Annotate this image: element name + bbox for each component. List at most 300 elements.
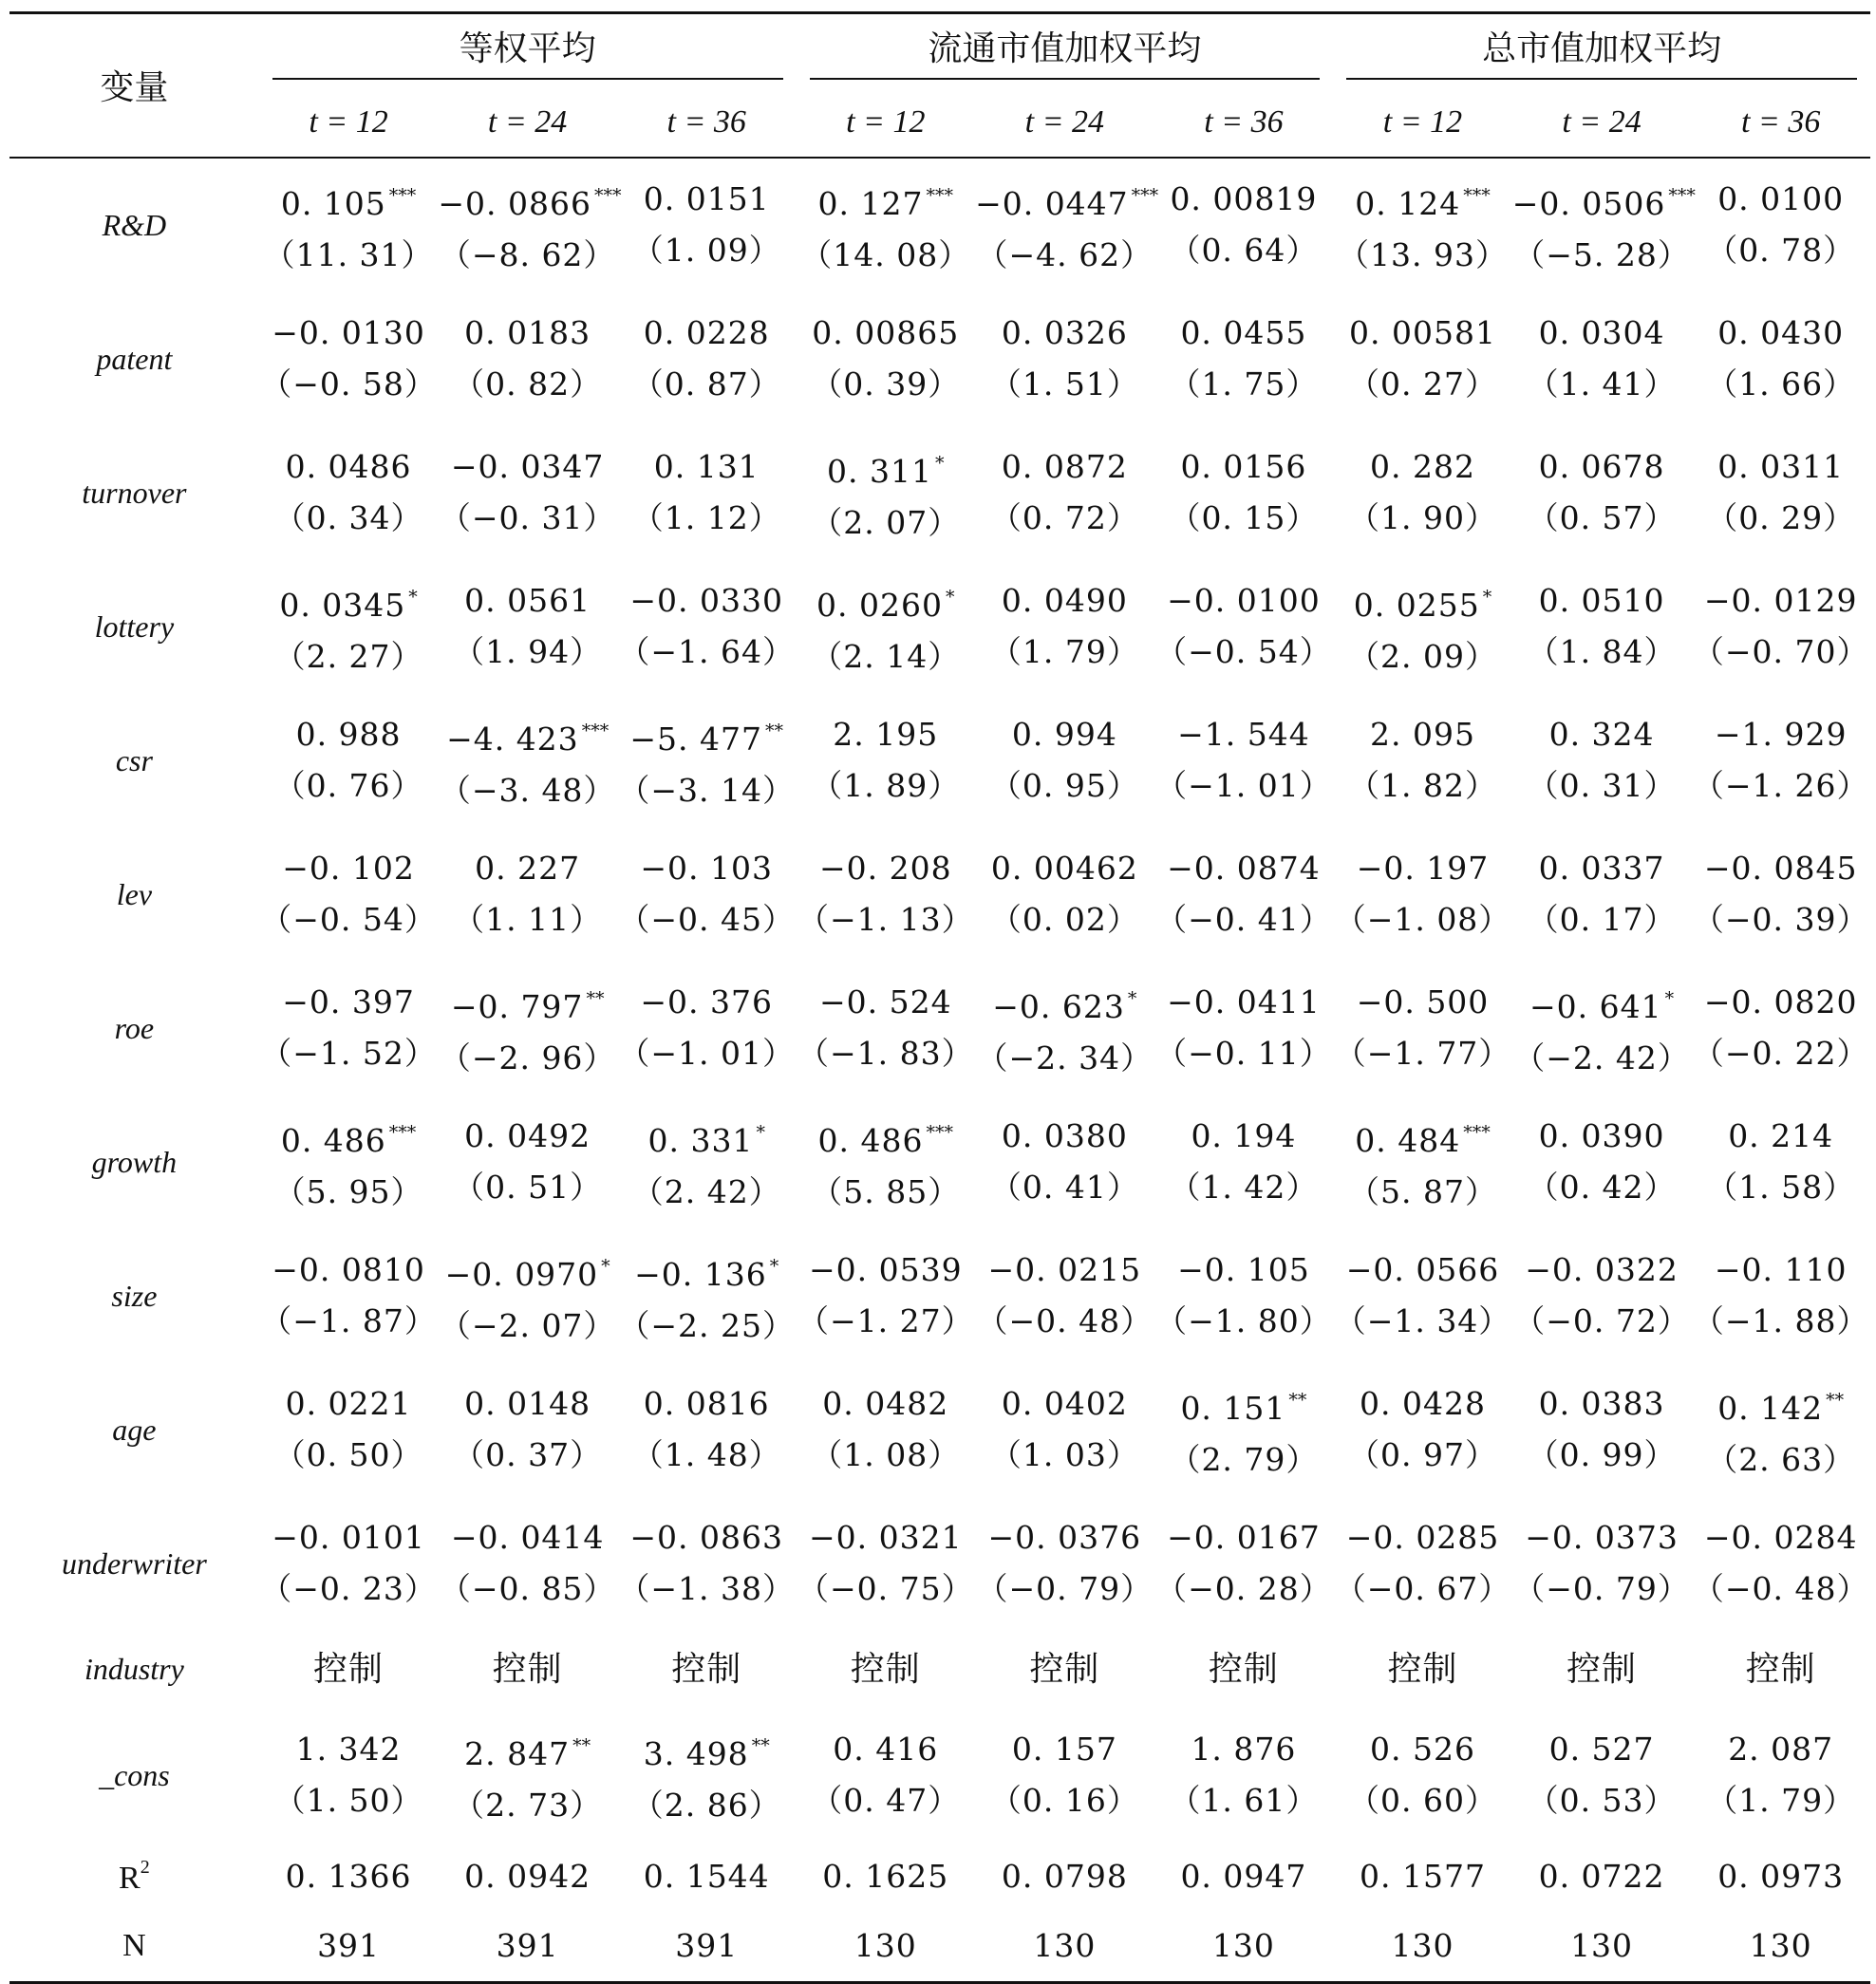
coefficient-value: 0. 0304: [1538, 314, 1665, 351]
t-statistic: （2. 63）: [1706, 1440, 1856, 1478]
coefficient-cell: [797, 694, 976, 828]
coefficient-value: 0. 0228: [643, 314, 770, 351]
coefficient-cell: [1512, 560, 1692, 694]
coefficient-cell: [975, 1229, 1154, 1363]
observation-count: 130: [1391, 1926, 1454, 1964]
t-statistic: （1. 11）: [453, 901, 603, 938]
coefficient-cell: [1333, 560, 1512, 694]
coefficient-value: −0. 0506: [1511, 184, 1666, 222]
coefficient-value: 0. 194: [1191, 1117, 1297, 1154]
significance-stars: **: [1288, 1389, 1307, 1411]
coefficient-value: −1. 544: [1177, 716, 1310, 753]
variable-name: R&D: [102, 207, 167, 242]
coefficient-value: 0. 527: [1548, 1731, 1655, 1768]
coefficient-value: −0. 524: [818, 983, 952, 1020]
r-squared-value: 0. 1366: [285, 1857, 412, 1895]
coefficient-cell: [438, 426, 617, 560]
coefficient-value: 0. 0183: [464, 314, 591, 351]
coefficient-cell: [1512, 694, 1692, 828]
t-statistic: （−1. 87）: [260, 1302, 437, 1339]
coefficient-value: 0. 0326: [1001, 314, 1128, 351]
observation-count: 391: [675, 1926, 739, 1964]
coefficient-value: 0. 0390: [1538, 1117, 1665, 1154]
t-statistic: （5. 95）: [273, 1172, 423, 1210]
t-statistic: （−0. 58）: [260, 365, 437, 402]
coefficient-value: −0. 797: [450, 987, 584, 1025]
coefficient-value: 0. 994: [1011, 716, 1117, 753]
t-statistic: （0. 27）: [1348, 365, 1497, 402]
period-header-cell: t = 12: [1382, 104, 1463, 140]
coefficient-value: −0. 103: [640, 850, 774, 887]
t-statistic: （0. 02）: [989, 901, 1139, 938]
group-header-float-cap-weight: 流通市值加权平均: [797, 13, 1334, 87]
industry-control-row: [9, 1631, 1870, 1709]
variable-name: underwriter: [61, 1545, 207, 1581]
significance-stars: ***: [1463, 184, 1491, 206]
coefficient-value: −0. 0411: [1167, 983, 1321, 1020]
significance-stars: ***: [581, 720, 610, 741]
coefficient-value: 0. 0311: [1717, 448, 1845, 485]
coefficient-value: −0. 0866: [438, 184, 591, 222]
coefficient-cell: [1154, 694, 1334, 828]
t-statistic: （5. 85）: [811, 1172, 961, 1210]
t-statistic: （1. 58）: [1706, 1169, 1856, 1206]
t-statistic: （2. 07）: [811, 503, 961, 541]
coefficient-cell: [1512, 1709, 1692, 1843]
observation-count: 130: [1749, 1926, 1812, 1964]
observations-row: [9, 1911, 1870, 1983]
coefficient-value: 0. 151: [1180, 1389, 1286, 1427]
table-row: [9, 1229, 1870, 1363]
table-row: [9, 1363, 1870, 1497]
coefficient-value: 0. 0151: [643, 180, 770, 217]
coefficient-value: 0. 142: [1717, 1389, 1824, 1427]
t-statistic: （1. 42）: [1169, 1169, 1319, 1206]
control-indicator: 控制: [313, 1649, 385, 1689]
coefficient-value: 2. 195: [833, 716, 939, 753]
coefficient-cell: [797, 1497, 976, 1631]
t-statistic: （1. 09）: [631, 232, 781, 269]
t-statistic: （1. 82）: [1348, 767, 1497, 804]
coefficient-cell: [438, 292, 617, 426]
t-statistic: （0. 78）: [1706, 232, 1856, 269]
table-row: [9, 1497, 1870, 1631]
coefficient-cell: [438, 1229, 617, 1363]
variable-name: patent: [96, 341, 173, 376]
coefficient-cell: [1691, 426, 1870, 560]
coefficient-cell: [1333, 1497, 1512, 1631]
coefficient-cell: [617, 1229, 797, 1363]
observation-count: 130: [1211, 1926, 1275, 1964]
coefficient-value: 0. 486: [817, 1121, 924, 1159]
coefficient-cell: [975, 962, 1154, 1095]
t-statistic: （−0. 31）: [439, 499, 616, 536]
t-statistic: （−0. 41）: [1155, 901, 1332, 938]
coefficient-value: −0. 0970: [444, 1255, 599, 1293]
t-statistic: （−1. 77）: [1334, 1035, 1511, 1072]
coefficient-cell: [797, 1363, 976, 1497]
coefficient-cell: [1691, 158, 1870, 292]
t-statistic: （0. 53）: [1527, 1782, 1677, 1819]
coefficient-cell: [1154, 560, 1334, 694]
group-header-equal-weight: 等权平均: [259, 13, 797, 87]
period-header-cell: t = 24: [1024, 104, 1105, 140]
control-indicator: 控制: [1208, 1649, 1279, 1689]
coefficient-cell: [617, 426, 797, 560]
coefficient-cell: [259, 1497, 439, 1631]
coefficient-cell: [797, 158, 976, 292]
t-statistic: （−0. 28）: [1155, 1570, 1332, 1607]
r-squared-row: [9, 1843, 1870, 1911]
t-statistic: （−1. 01）: [1155, 767, 1332, 804]
r-squared-value: 0. 0722: [1538, 1857, 1665, 1895]
coefficient-value: −0. 0539: [808, 1251, 963, 1288]
t-statistic: （−0. 72）: [1513, 1302, 1690, 1339]
t-statistic: （13. 93）: [1338, 235, 1508, 273]
coefficient-value: −0. 0284: [1703, 1519, 1858, 1556]
coefficient-cell: [1691, 1497, 1870, 1631]
control-indicator: 控制: [1387, 1649, 1458, 1689]
r-squared-value: 0. 1577: [1360, 1857, 1486, 1895]
t-statistic: （5. 87）: [1348, 1172, 1497, 1210]
coefficient-value: 0. 0156: [1180, 448, 1307, 485]
coefficient-value: 0. 0255: [1353, 586, 1480, 624]
coefficient-cell: [259, 1229, 439, 1363]
coefficient-value: −0. 105: [1177, 1251, 1310, 1288]
coefficient-cell: [1154, 426, 1334, 560]
period-header-cell: t = 36: [1740, 104, 1821, 140]
t-statistic: （1. 79）: [989, 633, 1139, 670]
significance-stars: ***: [926, 184, 954, 206]
control-indicator: 控制: [671, 1649, 742, 1689]
coefficient-cell: [1154, 1709, 1334, 1843]
coefficient-cell: [617, 292, 797, 426]
coefficient-cell: [438, 158, 622, 292]
coefficient-value: 0. 0486: [285, 448, 412, 485]
coefficient-cell: [1691, 292, 1870, 426]
coefficient-value: 0. 0402: [1001, 1385, 1128, 1422]
coefficient-value: 0. 0380: [1001, 1117, 1128, 1154]
t-statistic: （−0. 85）: [439, 1570, 616, 1607]
coefficient-value: 0. 0337: [1538, 850, 1665, 887]
coefficient-cell: [797, 426, 976, 560]
coefficient-value: 0. 0428: [1360, 1385, 1486, 1422]
observation-count: 130: [1033, 1926, 1097, 1964]
coefficient-value: 0. 486: [280, 1121, 386, 1159]
variable-name: _cons: [99, 1757, 170, 1792]
control-indicator: 控制: [1745, 1649, 1816, 1689]
significance-stars: ***: [388, 1121, 417, 1143]
t-statistic: （1. 03）: [989, 1436, 1139, 1473]
t-statistic: （0. 82）: [453, 365, 603, 402]
variable-name: industry: [84, 1652, 184, 1686]
regression-table: [9, 11, 1870, 1984]
coefficient-cell: [797, 560, 976, 694]
t-statistic: （−1. 01）: [618, 1035, 796, 1072]
t-statistic: （0. 57）: [1527, 499, 1677, 536]
t-statistic: （−0. 70）: [1692, 633, 1869, 670]
t-statistic: （2. 86）: [631, 1786, 781, 1824]
coefficient-cell: [1512, 1363, 1692, 1497]
coefficient-value: 0. 00819: [1170, 180, 1318, 217]
coefficient-value: −0. 0129: [1703, 582, 1858, 619]
coefficient-cell: [1691, 694, 1870, 828]
r-squared-value: 0. 0973: [1717, 1857, 1845, 1895]
coefficient-cell: [438, 1095, 617, 1229]
significance-stars: *: [1482, 586, 1492, 608]
control-indicator: 控制: [1566, 1649, 1638, 1689]
t-statistic: （0. 39）: [811, 365, 961, 402]
variable-column-header: 变量: [9, 13, 259, 158]
group-header-row: [9, 13, 1870, 87]
coefficient-value: 0. 0510: [1538, 582, 1665, 619]
observation-count: 130: [854, 1926, 917, 1964]
coefficient-cell: [1691, 1363, 1870, 1497]
t-statistic: （−0. 23）: [260, 1570, 437, 1607]
t-statistic: （2. 09）: [1348, 637, 1497, 675]
t-statistic: （0. 34）: [273, 499, 423, 536]
coefficient-value: 0. 0100: [1717, 180, 1845, 217]
t-statistic: （1. 61）: [1169, 1782, 1319, 1819]
coefficient-cell: [259, 426, 439, 560]
coefficient-cell: [259, 1709, 439, 1843]
t-statistic: （−1. 83）: [797, 1035, 974, 1072]
coefficient-cell: [1691, 962, 1870, 1095]
coefficient-cell: [1154, 962, 1334, 1095]
coefficient-value: −0. 641: [1529, 987, 1662, 1025]
t-statistic: （−0. 45）: [618, 901, 796, 938]
t-statistic: （1. 50）: [273, 1782, 423, 1819]
table-row: [9, 694, 1870, 828]
t-statistic: （1. 89）: [811, 767, 961, 804]
significance-stars: *: [1127, 987, 1137, 1009]
coefficient-cell: [438, 1363, 617, 1497]
t-statistic: （−2. 34）: [976, 1039, 1154, 1076]
coefficient-value: −0. 0376: [987, 1519, 1142, 1556]
t-statistic: （1. 94）: [453, 633, 603, 670]
t-statistic: （−2. 07）: [439, 1306, 616, 1344]
coefficient-value: 0. 0260: [816, 586, 944, 624]
coefficient-value: 0. 416: [833, 1731, 939, 1768]
t-statistic: （0. 47）: [811, 1782, 961, 1819]
significance-stars: **: [572, 1734, 591, 1756]
coefficient-cell: [1333, 426, 1512, 560]
coefficient-cell: [1512, 828, 1692, 962]
coefficient-value: 0. 0482: [822, 1385, 949, 1422]
coefficient-cell: [617, 828, 797, 962]
significance-stars: ***: [1668, 184, 1696, 206]
variable-name: roe: [114, 1010, 155, 1045]
coefficient-value: −0. 0447: [975, 184, 1129, 222]
coefficient-cell: [259, 962, 439, 1095]
significance-stars: **: [1826, 1389, 1845, 1411]
t-statistic: （−3. 14）: [618, 771, 796, 809]
coefficient-cell: [975, 694, 1154, 828]
coefficient-value: −0. 197: [1356, 850, 1490, 887]
coefficient-cell: [975, 1497, 1154, 1631]
t-statistic: （0. 97）: [1348, 1436, 1497, 1473]
r-squared-value: 0. 0798: [1001, 1857, 1128, 1895]
observation-count: 391: [496, 1926, 559, 1964]
coefficient-value: 3. 498: [643, 1734, 749, 1772]
coefficient-value: 2. 095: [1370, 716, 1475, 753]
significance-stars: *: [769, 1255, 779, 1277]
t-statistic: （0. 31）: [1527, 767, 1677, 804]
period-header-cell: t = 12: [846, 104, 926, 140]
period-header-cell: t = 36: [666, 104, 746, 140]
t-statistic: （2. 27）: [273, 637, 423, 675]
t-statistic: （1. 66）: [1706, 365, 1856, 402]
coefficient-cell: [975, 560, 1154, 694]
table-row: [9, 158, 1870, 292]
coefficient-value: −0. 208: [818, 850, 952, 887]
significance-stars: **: [765, 720, 784, 741]
coefficient-cell: [259, 560, 439, 694]
coefficient-value: 0. 331: [647, 1121, 754, 1159]
period-header-cell: t = 36: [1204, 104, 1284, 140]
group-header-total-cap-weight: 总市值加权平均: [1333, 13, 1870, 87]
variable-name: age: [112, 1412, 157, 1447]
coefficient-value: 0. 988: [295, 716, 402, 753]
t-statistic: （−0. 39）: [1692, 901, 1869, 938]
coefficient-value: 1. 342: [295, 1731, 402, 1768]
coefficient-value: −0. 0322: [1525, 1251, 1679, 1288]
coefficient-cell: [1333, 828, 1512, 962]
significance-stars: ***: [388, 184, 417, 206]
coefficient-cell: [797, 1709, 976, 1843]
t-statistic: （−0. 48）: [976, 1302, 1154, 1339]
coefficient-value: 0. 00581: [1349, 314, 1496, 351]
period-header-cell: t = 24: [487, 104, 568, 140]
coefficient-cell: [1512, 426, 1692, 560]
coefficient-value: −0. 136: [634, 1255, 767, 1293]
coefficient-value: 0. 157: [1011, 1731, 1117, 1768]
coefficient-cell: [1691, 828, 1870, 962]
coefficient-cell: [797, 1229, 976, 1363]
coefficient-value: 0. 127: [817, 184, 924, 222]
coefficient-value: 0. 0430: [1717, 314, 1845, 351]
table-row: [9, 426, 1870, 560]
coefficient-cell: [1154, 292, 1334, 426]
control-indicator: 控制: [492, 1649, 563, 1689]
variable-name: N: [122, 1927, 146, 1963]
t-statistic: （1. 08）: [811, 1436, 961, 1473]
table-row: [9, 828, 1870, 962]
coefficient-cell: [617, 962, 797, 1095]
significance-stars: *: [601, 1255, 610, 1277]
coefficient-value: −4. 423: [446, 720, 579, 758]
coefficient-cell: [1333, 1709, 1512, 1843]
coefficient-value: 1. 876: [1191, 1731, 1297, 1768]
coefficient-cell: [1154, 828, 1334, 962]
constant-row: [9, 1709, 1870, 1843]
table-row: [9, 292, 1870, 426]
t-statistic: （−0. 79）: [976, 1570, 1154, 1607]
coefficient-value: −0. 397: [282, 983, 415, 1020]
t-statistic: （−1. 34）: [1334, 1302, 1511, 1339]
coefficient-cell: [975, 1363, 1154, 1497]
coefficient-value: −0. 0810: [272, 1251, 425, 1288]
coefficient-cell: [1154, 1363, 1334, 1497]
coefficient-cell: [259, 292, 439, 426]
coefficient-value: −0. 376: [640, 983, 774, 1020]
coefficient-cell: [1691, 560, 1870, 694]
coefficient-value: 0. 00462: [990, 850, 1138, 887]
coefficient-value: −0. 0330: [629, 582, 783, 619]
t-statistic: （0. 99）: [1527, 1436, 1677, 1473]
variable-name: size: [111, 1278, 158, 1313]
coefficient-value: −0. 0566: [1345, 1251, 1500, 1288]
coefficient-value: 0. 0221: [285, 1385, 412, 1422]
coefficient-cell: [1512, 1095, 1692, 1229]
coefficient-cell: [797, 292, 976, 426]
coefficient-value: −0. 0820: [1703, 983, 1858, 1020]
coefficient-value: 0. 0816: [643, 1385, 770, 1422]
coefficient-value: −0. 0167: [1167, 1519, 1321, 1556]
t-statistic: （−0. 67）: [1334, 1570, 1511, 1607]
t-statistic: （14. 08）: [800, 235, 971, 273]
t-statistic: （−0. 54）: [1155, 633, 1332, 670]
t-statistic: （−0. 48）: [1692, 1570, 1869, 1607]
period-header-row: [9, 87, 1870, 158]
t-statistic: （0. 95）: [989, 767, 1139, 804]
significance-stars: *: [1664, 987, 1675, 1009]
coefficient-cell: [975, 1095, 1154, 1229]
t-statistic: （0. 17）: [1527, 901, 1677, 938]
t-statistic: （−1. 88）: [1692, 1302, 1869, 1339]
variable-name: lottery: [94, 608, 175, 644]
variable-name: growth: [91, 1144, 178, 1179]
coefficient-value: 0. 0345: [279, 586, 406, 624]
coefficient-cell: [975, 1709, 1154, 1843]
coefficient-cell: [259, 1363, 439, 1497]
coefficient-cell: [438, 828, 617, 962]
t-statistic: （0. 60）: [1348, 1782, 1497, 1819]
variable-name: csr: [115, 742, 153, 777]
coefficient-value: −0. 0321: [808, 1519, 963, 1556]
t-statistic: （11. 31）: [263, 235, 434, 273]
coefficient-value: 0. 105: [280, 184, 386, 222]
coefficient-value: 0. 0678: [1538, 448, 1665, 485]
coefficient-value: −0. 0863: [629, 1519, 783, 1556]
table-body: [9, 158, 1870, 1983]
period-header-cell: t = 12: [309, 104, 388, 140]
t-statistic: （0. 76）: [273, 767, 423, 804]
coefficient-cell: [438, 694, 617, 828]
table-row: [9, 560, 1870, 694]
coefficient-value: −0. 623: [992, 987, 1125, 1025]
r-squared-value: 0. 1625: [822, 1857, 949, 1895]
control-indicator: 控制: [1029, 1649, 1100, 1689]
coefficient-cell: [1333, 1229, 1512, 1363]
t-statistic: （1. 90）: [1348, 499, 1497, 536]
coefficient-cell: [1691, 1709, 1870, 1843]
coefficient-cell: [617, 1497, 797, 1631]
coefficient-cell: [1511, 158, 1696, 292]
significance-stars: *: [756, 1121, 765, 1143]
t-statistic: （0. 16）: [989, 1782, 1139, 1819]
coefficient-cell: [259, 158, 439, 292]
t-statistic: （1. 84）: [1527, 633, 1677, 670]
period-header-cell: t = 24: [1562, 104, 1642, 140]
coefficient-cell: [617, 560, 797, 694]
significance-stars: **: [586, 987, 605, 1009]
observation-count: 391: [317, 1926, 381, 1964]
coefficient-value: −0. 0373: [1525, 1519, 1679, 1556]
coefficient-cell: [975, 426, 1154, 560]
coefficient-value: 0. 227: [475, 850, 581, 887]
coefficient-value: 0. 484: [1355, 1121, 1461, 1159]
